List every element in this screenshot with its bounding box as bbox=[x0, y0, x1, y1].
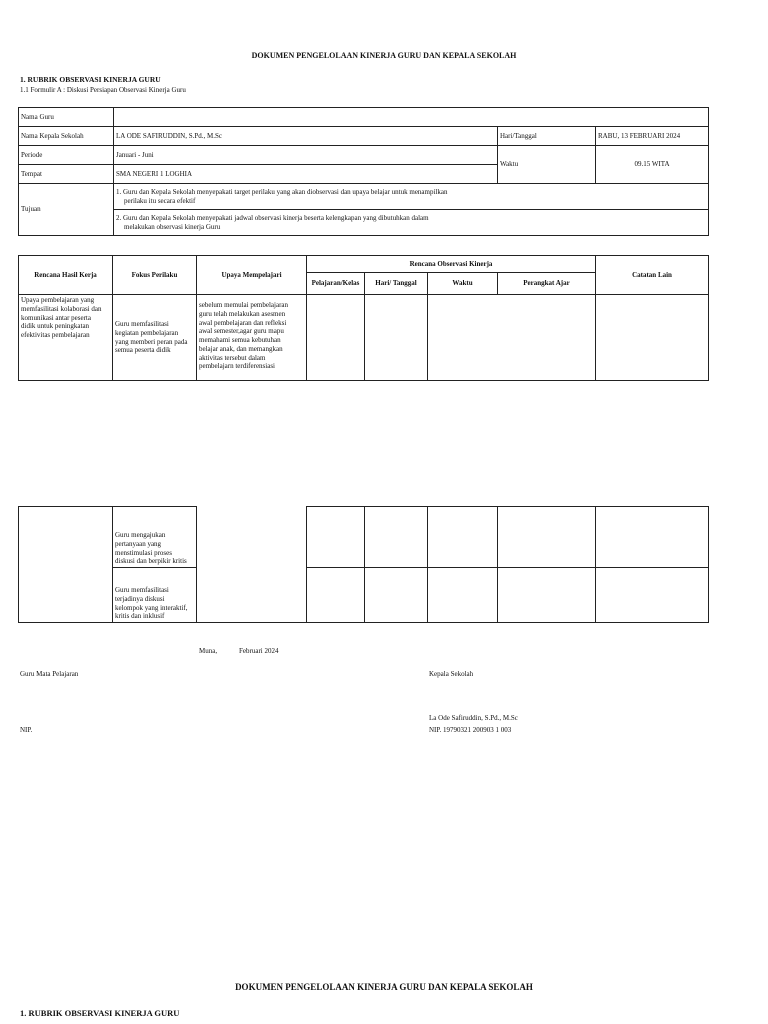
cell-fokus-row3 bbox=[113, 568, 197, 623]
kepala-sekolah-name: La Ode Safiruddin, S.Pd., M.Sc bbox=[429, 714, 518, 722]
value-tempat: SMA NEGERI 1 LOGHIA bbox=[114, 165, 498, 184]
text-line: diskusi dan berpikir kritis bbox=[115, 557, 187, 566]
text-line: didik untuk peningkatan bbox=[21, 322, 90, 331]
header-rencana-hasil-kerja: Rencana Hasil Kerja bbox=[19, 256, 113, 295]
table-row bbox=[19, 507, 709, 568]
cell-upaya-row2 bbox=[197, 507, 307, 568]
text-line: awal pembelajaran dan refleksi bbox=[199, 318, 287, 327]
place-city: Muna, bbox=[199, 647, 218, 655]
kepala-sekolah-nip: NIP. 19790321 200903 1 003 bbox=[429, 726, 512, 734]
cell-fokus-row1 bbox=[113, 295, 197, 381]
header-pelajaran-kelas: Pelajaran/Kelas bbox=[307, 273, 365, 295]
text-line: efektivitas pembelajaran bbox=[21, 331, 90, 339]
text-line: pertanyaan yang bbox=[115, 539, 162, 548]
text-line: Guru memfasilitasi bbox=[115, 320, 169, 328]
section-title-page2: 1. RUBRIK OBSERVASI KINERJA GURU bbox=[20, 1008, 180, 1018]
value-nama-kepala-sekolah: LA ODE SAFIRUDDIN, S.Pd., M.Sc bbox=[114, 127, 498, 146]
guru-nip: NIP. bbox=[20, 726, 33, 734]
cell-waktu-row2 bbox=[428, 507, 498, 568]
tujuan-item-2 bbox=[114, 210, 709, 236]
cell-waktu-row1 bbox=[428, 295, 498, 381]
text-line: sebelum memulai pembelajaran bbox=[199, 301, 289, 309]
text-line: yang memberi peran pada bbox=[115, 337, 188, 346]
header-rencana-observasi: Rencana Observasi Kinerja bbox=[307, 256, 596, 273]
cell-perangkat-row1 bbox=[498, 295, 596, 381]
place-date: Februari 2024 bbox=[239, 647, 279, 655]
header-waktu: Waktu bbox=[428, 273, 498, 295]
label-tujuan: Tujuan bbox=[19, 184, 114, 236]
text-line: kritis dan inklusif bbox=[115, 612, 165, 621]
tujuan-2-line2: melakukan observasi kinerja Guru bbox=[124, 222, 221, 231]
text-line: kegiatan pembelajaran bbox=[115, 328, 179, 337]
text-line: Guru memfasilitasi bbox=[115, 586, 169, 594]
cell-hari-row1 bbox=[365, 295, 428, 381]
tujuan-item-1 bbox=[114, 184, 709, 210]
text-line: terjadinya diskusi bbox=[115, 594, 165, 603]
label-tempat: Tempat bbox=[19, 165, 114, 184]
label-hari-tanggal: Hari/Tanggal bbox=[498, 127, 596, 146]
label-waktu: Waktu bbox=[498, 146, 596, 184]
cell-rencana-row1 bbox=[19, 295, 113, 381]
header-upaya-mempelajari: Upaya Mempelajari bbox=[197, 256, 307, 295]
cell-catatan-row1 bbox=[596, 295, 709, 381]
tujuan-2-line1: 2. Guru dan Kepala Sekolah menyepakati jadwal observasi kinerja beserta kelengkapan yang dibutuhkan dalam bbox=[116, 213, 429, 222]
table-row bbox=[19, 295, 709, 381]
cell-pelajaran-row2 bbox=[307, 507, 365, 568]
observation-plan-table bbox=[18, 255, 709, 381]
cell-perangkat-row3 bbox=[498, 568, 596, 623]
cell-perangkat-row2 bbox=[498, 507, 596, 568]
text-line: Guru mengajukan bbox=[115, 531, 166, 539]
cell-waktu-row3 bbox=[428, 568, 498, 623]
header-perangkat-ajar: Perangkat Ajar bbox=[498, 273, 596, 295]
kepala-sekolah-label: Kepala Sekolah bbox=[429, 670, 474, 678]
guru-mata-pelajaran-label: Guru Mata Pelajaran bbox=[20, 670, 79, 678]
value-waktu: 09.15 WITA bbox=[596, 146, 709, 184]
value-periode: Januari - Juni bbox=[114, 146, 498, 165]
section-title: 1. RUBRIK OBSERVASI KINERJA GURU bbox=[20, 75, 161, 84]
text-line: pembelajarn terdiferensiasi bbox=[199, 362, 275, 371]
label-periode: Periode bbox=[19, 146, 114, 165]
text-line: memahami semua kebutuhan bbox=[199, 336, 281, 344]
text-line: memfasilitasi kolaborasi dan bbox=[21, 304, 102, 313]
value-hari-tanggal: RABU, 13 FEBRUARI 2024 bbox=[596, 127, 709, 146]
info-table bbox=[18, 107, 709, 236]
value-nama-guru bbox=[114, 108, 709, 127]
cell-hari-row3 bbox=[365, 568, 428, 623]
text-line: guru telah melakukan asesmen bbox=[199, 309, 286, 318]
subsection-title: 1.1 Formulir A : Diskusi Persiapan Observasi Kinerja Guru bbox=[20, 86, 186, 94]
document-title-page2: DOKUMEN PENGELOLAAN KINERJA GURU DAN KEPALA SEKOLAH bbox=[235, 982, 533, 992]
observation-plan-table-continued bbox=[18, 506, 709, 623]
text-line: awal semester,agar guru mapu bbox=[199, 327, 284, 336]
header-fokus-perilaku: Fokus Perilaku bbox=[113, 256, 197, 295]
label-nama-kepala-sekolah: Nama Kepala Sekolah bbox=[19, 127, 114, 146]
cell-rencana-row2 bbox=[19, 507, 113, 623]
cell-pelajaran-row3 bbox=[307, 568, 365, 623]
cell-hari-row2 bbox=[365, 507, 428, 568]
text-line: Upaya pembelajaran yang bbox=[21, 296, 95, 304]
cell-fokus-row2 bbox=[113, 507, 197, 568]
header-hari-tanggal: Hari/ Tanggal bbox=[365, 273, 428, 295]
text-line: menstimulasi proses bbox=[115, 548, 172, 557]
header-catatan-lain: Catatan Lain bbox=[596, 256, 709, 295]
cell-catatan-row2 bbox=[596, 507, 709, 568]
cell-upaya-row3 bbox=[197, 568, 307, 623]
label-nama-guru: Nama Guru bbox=[19, 108, 114, 127]
text-line: aktivitas tersebut dalam bbox=[199, 353, 266, 362]
cell-upaya-row1 bbox=[197, 295, 307, 381]
cell-catatan-row3 bbox=[596, 568, 709, 623]
text-line: kelompok yang interaktif, bbox=[115, 603, 188, 612]
table-row bbox=[19, 568, 709, 623]
document-title: DOKUMEN PENGELOLAAN KINERJA GURU DAN KEPALA SEKOLAH bbox=[251, 51, 517, 60]
cell-pelajaran-row1 bbox=[307, 295, 365, 381]
tujuan-1-line2: perilaku itu secara efektif bbox=[124, 196, 196, 205]
text-line: komunikasi antar peserta bbox=[21, 313, 91, 322]
text-line: semua peserta didik bbox=[115, 346, 171, 355]
tujuan-1-line1: 1. Guru dan Kepala Sekolah menyepakati target perilaku yang akan diobservasi dan upaya belajar untuk menampilkan bbox=[116, 187, 448, 196]
text-line: belajar anak, dan memangkan bbox=[199, 344, 283, 353]
